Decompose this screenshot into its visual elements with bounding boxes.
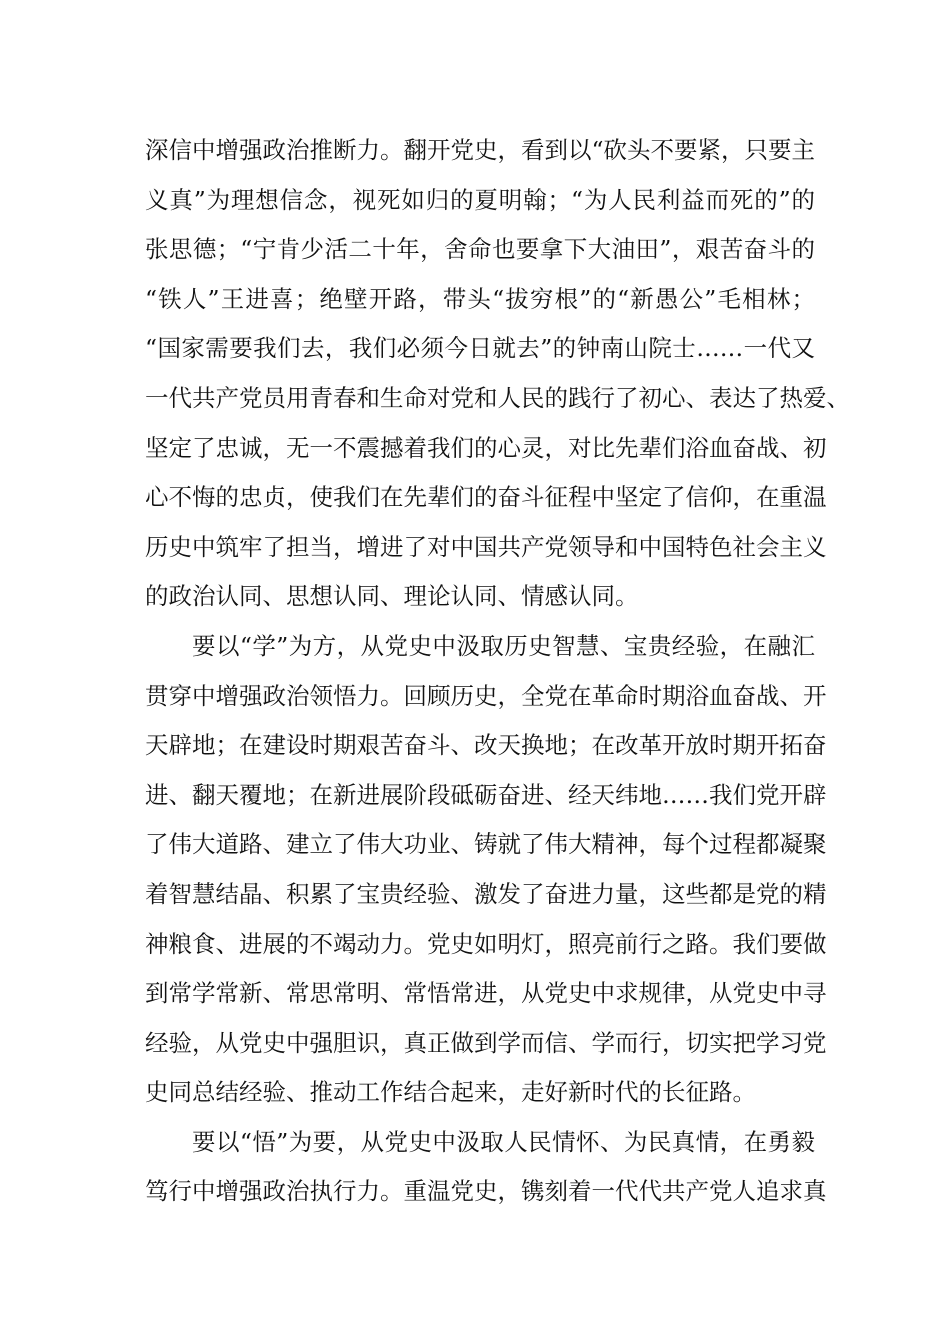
paragraph-first-line: 要以“悟”为要，从党史中汲取人民情怀、为民真情，在勇毅 <box>192 1127 815 1156</box>
text-line: “国家需要我们去，我们必须今日就去”的钟南山院士……一代又 <box>145 334 815 363</box>
text-line: “铁人”王进喜；绝壁开路，带头“拔穷根”的“新愚公”毛相林； <box>145 284 815 313</box>
text-line: 到常学常新、常思常明、常悟常进，从党史中求规律，从党史中寻 <box>145 979 827 1008</box>
text-line: 进、翻天覆地；在新进展阶段砥砺奋进、经天纬地……我们党开辟 <box>145 780 827 809</box>
text-line: 了伟大道路、建立了伟大功业、铸就了伟大精神，每个过程都凝聚 <box>145 830 827 859</box>
body-text <box>145 126 850 1217</box>
text-line: 一代共产党员用青春和生命对党和人民的践行了初心、表达了热爱、 <box>145 383 850 412</box>
text-line: 心不悔的忠贞，使我们在先辈们的奋斗征程中坚定了信仰，在重温 <box>145 483 827 512</box>
text-line: 义真”为理想信念，视死如归的夏明翰；“为人民利益而死的”的 <box>145 185 815 214</box>
paragraph-first-line: 要以“学”为方，从党史中汲取历史智慧、宝贵经验，在融汇 <box>192 631 815 660</box>
paragraph-last-line: 史同总结经验、推动工作结合起来，走好新时代的长征路。 <box>145 1078 756 1107</box>
text-line: 经验，从党史中强胆识，真正做到学而信、学而行，切实把学习党 <box>145 1028 827 1057</box>
text-line: 着智慧结晶、积累了宝贵经验、激发了奋进力量，这些都是党的精 <box>145 879 827 908</box>
text-line: 天辟地；在建设时期艰苦奋斗、改天换地；在改革开放时期开拓奋 <box>145 731 827 760</box>
paragraph-last-line: 的政治认同、思想认同、理论认同、情感认同。 <box>145 582 639 611</box>
text-line: 贯穿中增强政治领悟力。回顾历史，全党在革命时期浴血奋战、开 <box>145 681 827 710</box>
text-line: 历史中筑牢了担当，增进了对中国共产党领导和中国特色社会主义 <box>145 532 827 561</box>
text-line: 深信中增强政治推断力。翻开党史，看到以“砍头不要紧，只要主 <box>145 136 816 164</box>
text-line: 张思德；“宁肯少活二十年，舍命也要拿下大油田”，艰苦奋斗的 <box>145 235 815 264</box>
text-line: 神粮食、进展的不竭动力。党史如明灯，照亮前行之路。我们要做 <box>145 929 827 958</box>
text-line: 坚定了忠诚，无一不震撼着我们的心灵，对比先辈们浴血奋战、初 <box>145 433 827 462</box>
text-line: 笃行中增强政治执行力。重温党史，镌刻着一代代共产党人追求真 <box>145 1177 827 1206</box>
